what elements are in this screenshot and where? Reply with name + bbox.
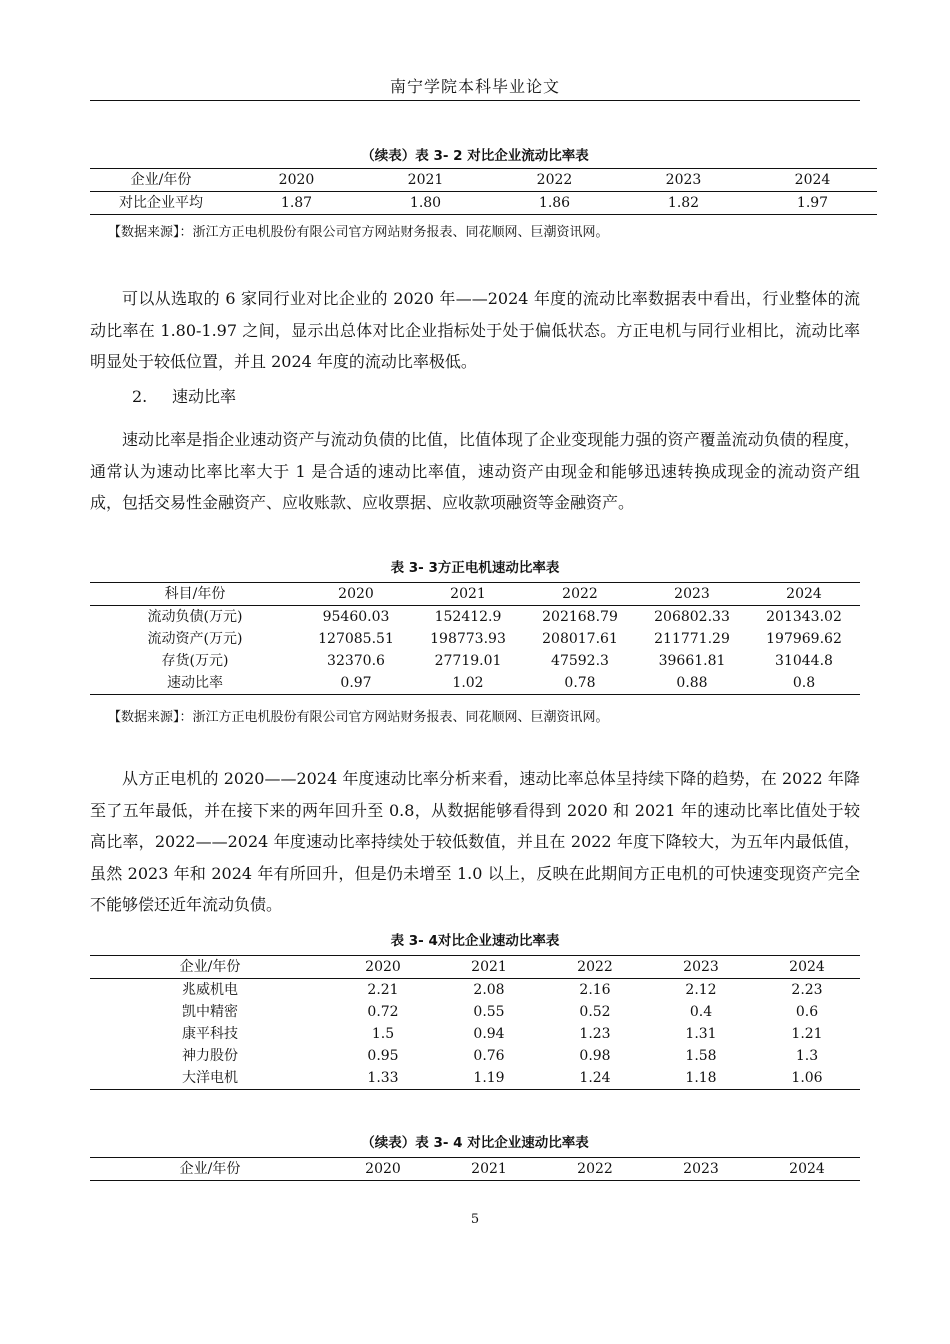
table-cell: 2.23 <box>791 982 823 998</box>
column-header: 企业/年份 <box>90 169 232 192</box>
data-source-note: 【数据来源】：浙江方正电机股份有限公司官方网站财务报表、同花顺网、巨潮资讯网。 <box>108 225 609 240</box>
column-header: 2022 <box>490 169 619 192</box>
table-cell: 0.78 <box>524 672 636 695</box>
header-rule <box>90 100 860 101</box>
table-cell: 202168.79 <box>542 609 618 625</box>
table-cell: 流动负债(万元) <box>147 609 243 625</box>
table-cell: 2.08 <box>473 982 505 998</box>
table-row <box>90 650 860 672</box>
column-header: 2021 <box>436 956 542 979</box>
quick-ratio-table <box>90 582 860 695</box>
table-cell: 2.21 <box>367 982 399 998</box>
table-row <box>90 1001 860 1023</box>
column-header: 2020 <box>330 956 436 979</box>
column-header: 2020 <box>300 583 412 606</box>
table-cell: 0.97 <box>300 672 412 695</box>
table-cell: 0.8 <box>748 672 860 695</box>
table-row <box>90 192 877 215</box>
column-header: 2021 <box>436 1158 542 1181</box>
table-cell: 1.33 <box>330 1067 436 1090</box>
table-row <box>90 606 860 629</box>
column-header: 2020 <box>330 1158 436 1181</box>
peer-quick-ratio-table-continued <box>90 1157 860 1181</box>
column-header: 2023 <box>636 583 748 606</box>
table-cell: 1.19 <box>436 1067 542 1090</box>
section-heading <box>132 384 236 407</box>
column-header: 2023 <box>648 956 754 979</box>
table-cell: 206802.33 <box>654 609 730 625</box>
table-cell: 1.80 <box>361 192 490 215</box>
table-cell: 0.72 <box>367 1004 399 1020</box>
column-header: 2021 <box>361 169 490 192</box>
table-cell: 0.52 <box>579 1004 611 1020</box>
table-cell: 39661.81 <box>658 653 726 669</box>
column-header: 2022 <box>542 956 648 979</box>
table-row <box>90 1067 860 1090</box>
table-cell: 0.6 <box>795 1004 819 1020</box>
column-header: 2023 <box>648 1158 754 1181</box>
table-row <box>90 979 860 1002</box>
table-cell: 大洋电机 <box>90 1067 330 1090</box>
table-cell: 1.31 <box>685 1026 717 1042</box>
column-header: 企业/年份 <box>90 1158 330 1181</box>
column-header: 企业/年份 <box>90 956 330 979</box>
table-header-row <box>90 583 860 606</box>
table-cell: 1.18 <box>648 1067 754 1090</box>
table-cell: 兆威机电 <box>182 982 238 998</box>
table-row <box>90 1045 860 1067</box>
current-ratio-table-continued <box>90 168 877 215</box>
table-cell: 1.97 <box>748 192 877 215</box>
table-caption: （续表）表 3- 2 对比企业流动比率表 <box>361 148 589 164</box>
table-cell: 1.86 <box>490 192 619 215</box>
table-cell: 0.4 <box>689 1004 713 1020</box>
column-header: 2020 <box>232 169 361 192</box>
table-cell: 197969.62 <box>766 631 842 647</box>
table-row <box>90 672 860 695</box>
table-caption: 表 3- 4对比企业速动比率表 <box>390 933 560 949</box>
page-header: 南宁学院本科毕业论文 <box>389 77 560 96</box>
column-header: 2024 <box>754 1158 860 1181</box>
table-cell: 2.16 <box>579 982 611 998</box>
table-cell: 31044.8 <box>775 653 833 669</box>
table-cell: 1.87 <box>232 192 361 215</box>
table-cell: 1.23 <box>579 1026 611 1042</box>
table-cell: 0.88 <box>636 672 748 695</box>
table-row <box>90 628 860 650</box>
table-cell: 0.95 <box>367 1048 399 1064</box>
table-header-row <box>90 169 877 192</box>
table-cell: 1.58 <box>685 1048 717 1064</box>
column-header: 2024 <box>754 956 860 979</box>
table-cell: 1.21 <box>791 1026 823 1042</box>
table-cell: 47592.3 <box>551 653 609 669</box>
table-cell: 1.3 <box>795 1048 819 1064</box>
table-cell: 2.12 <box>685 982 717 998</box>
table-cell: 1.82 <box>619 192 748 215</box>
table-cell: 32370.6 <box>327 653 385 669</box>
page-number: 5 <box>470 1212 480 1227</box>
table-cell: 对比企业平均 <box>90 192 232 215</box>
table-cell: 95460.03 <box>322 609 390 625</box>
section-title: 速动比率 <box>172 387 237 406</box>
table-cell: 201343.02 <box>766 609 842 625</box>
table-cell: 1.02 <box>412 672 524 695</box>
table-cell: 凯中精密 <box>182 1004 238 1020</box>
table-cell: 0.55 <box>473 1004 505 1020</box>
table-cell: 1.5 <box>371 1026 395 1042</box>
column-header: 2022 <box>524 583 636 606</box>
table-cell: 198773.93 <box>430 631 506 647</box>
table-cell: 存货(万元) <box>161 653 229 669</box>
column-header: 2021 <box>412 583 524 606</box>
body-paragraph: 速动比率是指企业速动资产与流动负债的比值，比值体现了企业变现能力强的资产覆盖流动负债的程度，通常认为速动比率比率大于 1 是合适的速动比率值，速动资产由现金和能够迅速转换成现金的流动资产组成，包括交易性金融资产、应收账款、应收票据、应收款项融资等金融资产。 <box>90 430 860 512</box>
table-cell: 流动资产(万元) <box>147 631 243 647</box>
section-number: 2. <box>132 387 148 406</box>
table-header-row <box>90 1158 860 1181</box>
data-source-note: 【数据来源】：浙江方正电机股份有限公司官方网站财务报表、同花顺网、巨潮资讯网。 <box>108 710 609 725</box>
table-cell: 0.98 <box>579 1048 611 1064</box>
table-header-row <box>90 956 860 979</box>
table-cell: 0.94 <box>473 1026 505 1042</box>
column-header: 2024 <box>748 583 860 606</box>
table-cell: 1.06 <box>754 1067 860 1090</box>
table-row <box>90 1023 860 1045</box>
peer-quick-ratio-table <box>90 955 860 1090</box>
table-cell: 0.76 <box>473 1048 505 1064</box>
table-cell: 208017.61 <box>542 631 618 647</box>
column-header: 2022 <box>542 1158 648 1181</box>
table-cell: 127085.51 <box>318 631 394 647</box>
column-header: 2023 <box>619 169 748 192</box>
table-cell: 211771.29 <box>654 631 730 647</box>
table-cell: 1.24 <box>542 1067 648 1090</box>
column-header: 科目/年份 <box>90 583 300 606</box>
table-cell: 神力股份 <box>182 1048 238 1064</box>
table-cell: 27719.01 <box>434 653 502 669</box>
body-paragraph: 从方正电机的 2020——2024 年度速动比率分析来看，速动比率总体呈持续下降的趋势，在 2022 年降至了五年最低，并在接下来的两年回升至 0.8，从数据能够看得到 2020 和 2021 年的速动比率比值处于较高比率，2022——2024 年度速动比率持续处于较低数值，并且在 2022 年度下降较大，为五年内最低值，虽然 2023 年和 2024 年有所回升，但是仍未增至 1.0 以上，反映在此期间方正电机的可快速变现资产完全不能够偿还近年流动负债。 <box>90 769 860 914</box>
column-header: 2024 <box>748 169 877 192</box>
table-cell: 速动比率 <box>90 672 300 695</box>
body-paragraph: 可以从选取的 6 家同行业对比企业的 2020 年——2024 年度的流动比率数据表中看出，行业整体的流动比率在 1.80-1.97 之间，显示出总体对比企业指标处于处于偏低状态。方正电机与同行业相比，流动比率明显处于较低位置，并且 2024 年度的流动比率极低。 <box>90 289 860 371</box>
table-caption: （续表）表 3- 4 对比企业速动比率表 <box>361 1135 589 1151</box>
table-cell: 康平科技 <box>182 1026 238 1042</box>
table-cell: 152412.9 <box>434 609 502 625</box>
table-caption: 表 3- 3方正电机速动比率表 <box>390 560 560 576</box>
